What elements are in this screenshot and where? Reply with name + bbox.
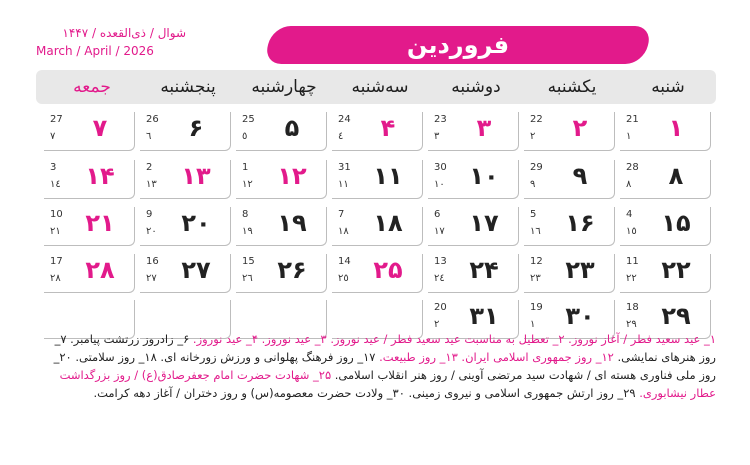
day-number: ۳ xyxy=(476,114,492,142)
gregorian-date: 11 xyxy=(626,256,639,267)
hijri-date: ٨ xyxy=(626,179,632,190)
day-number: ۱۳ xyxy=(181,162,211,190)
gregorian-date: 5 xyxy=(530,209,537,220)
day-number: ۲۸ xyxy=(85,256,115,284)
day-cell xyxy=(620,112,711,151)
weekday-label: شنبه xyxy=(651,77,685,97)
day-cell xyxy=(620,207,711,246)
day-cell xyxy=(140,112,231,151)
gregorian-date: 31 xyxy=(338,162,351,173)
gregorian-date: 7 xyxy=(338,209,345,220)
hijri-date: ١٩ xyxy=(242,226,253,237)
day-cell xyxy=(332,254,423,293)
gregorian-date: 3 xyxy=(50,162,57,173)
gregorian-date: 21 xyxy=(626,114,639,125)
day-cell xyxy=(524,254,615,293)
day-cell xyxy=(140,160,231,199)
gregorian-date: 14 xyxy=(338,256,351,267)
day-cell xyxy=(236,207,327,246)
day-number: ۲۲ xyxy=(661,256,691,284)
note-events-2: ۱۷_ روز فرهنگ پهلوانی و ورزش زورخانه ای. ۱۸_ روز سلامتی. ۲۰_ روز ملی فناوری هسته ای / شهادت سید مرتضی آوینی / روز هنر انقلاب اسلامی. xyxy=(53,350,716,382)
gregorian-date: 9 xyxy=(146,209,153,220)
hijri-date: ٣ xyxy=(434,131,440,142)
hijri-date: ٢٠ xyxy=(146,226,157,237)
day-cell xyxy=(236,112,327,151)
day-cell xyxy=(620,254,711,293)
gregorian-date: 12 xyxy=(530,256,543,267)
gregorian-date: 10 xyxy=(50,209,63,220)
hijri-date: ١٢ xyxy=(242,179,253,190)
hijri-date: ٢٥ xyxy=(338,273,349,284)
day-number: ۲۳ xyxy=(565,256,595,284)
gregorian-date: 19 xyxy=(530,302,543,313)
day-cell xyxy=(140,254,231,293)
day-number: ۶ xyxy=(188,114,204,142)
gregorian-date: 4 xyxy=(626,209,633,220)
day-cell xyxy=(44,254,135,293)
day-number: ۸ xyxy=(668,162,684,190)
weekday-header-row xyxy=(36,70,716,104)
hijri-date: ٩ xyxy=(530,179,536,190)
hijri-date: ٢٢ xyxy=(626,273,637,284)
hijri-date: ١٧ xyxy=(434,226,445,237)
note-events-3: ۲۹_ روز ارتش جمهوری اسلامی و نیروی زمینی. ۳۰_ ولادت حضرت معصومه(س) و روز دختران / آغاز دهه کرامت. xyxy=(93,386,640,400)
gregorian-date: 26 xyxy=(146,114,159,125)
hijri-date: ١ xyxy=(626,131,632,142)
note-events: ۶_ زادروز زرتشت پیامبر. ۷_ روز هنرهای نمایشی. xyxy=(54,332,716,364)
gregorian-range: March / April / 2026 xyxy=(36,44,154,58)
gregorian-date: 28 xyxy=(626,162,639,173)
day-cell xyxy=(428,207,519,246)
hijri-date: ٢ xyxy=(530,131,536,142)
hijri-date: ٢٧ xyxy=(146,273,157,284)
day-number: ۲۹ xyxy=(661,302,691,330)
day-cell xyxy=(236,160,327,199)
day-number: ۲ xyxy=(572,114,588,142)
day-number: ۱ xyxy=(668,114,684,142)
gregorian-date: 27 xyxy=(50,114,63,125)
gregorian-date: 29 xyxy=(530,162,543,173)
day-cell xyxy=(524,207,615,246)
day-number: ۲۷ xyxy=(181,256,211,284)
day-number: ۱۱ xyxy=(373,162,403,190)
day-cell xyxy=(140,207,231,246)
note-holidays: ۱_ عید سعید فطر / آغاز نوروز. ۲_ تعطیل به مناسبت عید سعید فطر / عید نوروز. ۳_ عید نوروز. ۴_ عید نوروز. xyxy=(192,332,716,346)
hijri-date: ١٣ xyxy=(146,179,157,190)
gregorian-date: 15 xyxy=(242,256,255,267)
weekday-label: چهارشنبه xyxy=(251,77,317,97)
day-cell xyxy=(428,112,519,151)
day-number: ۱۲ xyxy=(277,162,307,190)
hijri-date: ١٦ xyxy=(530,226,541,237)
weekday-label: پنجشنبه xyxy=(160,77,216,97)
hijri-date: ٢ xyxy=(434,319,440,330)
gregorian-date: 30 xyxy=(434,162,447,173)
day-cell xyxy=(332,207,423,246)
day-number: ۵ xyxy=(284,114,300,142)
hijri-range: شوال / ذی‌القعده / ۱۴۴۷ xyxy=(62,26,186,40)
hijri-date: ٥ xyxy=(242,131,248,142)
note-holidays-3: ۲۵_ شهادت حضرت امام جعفرصادق(ع) / روز بزرگداشت عطار نیشابوری. xyxy=(59,368,716,400)
gregorian-date: 13 xyxy=(434,256,447,267)
weekday-label: سه‌شنبه xyxy=(351,77,409,97)
weekday-label: دوشنبه xyxy=(451,77,501,97)
day-cell xyxy=(44,160,135,199)
date-ranges xyxy=(36,24,196,60)
weekday-label: یکشنبه xyxy=(547,77,597,97)
hijri-date: ١٤ xyxy=(50,179,61,190)
gregorian-date: 22 xyxy=(530,114,543,125)
hijri-date: ٢٣ xyxy=(530,273,541,284)
hijri-date: ١٠ xyxy=(434,179,445,190)
day-number: ۲۰ xyxy=(181,209,211,237)
day-cell xyxy=(332,112,423,151)
gregorian-date: 6 xyxy=(434,209,441,220)
day-cell xyxy=(428,254,519,293)
gregorian-date: 8 xyxy=(242,209,249,220)
day-number: ۱۵ xyxy=(661,209,691,237)
gregorian-date: 17 xyxy=(50,256,63,267)
hijri-date: ٢٩ xyxy=(626,319,637,330)
day-number: ۹ xyxy=(572,162,588,190)
gregorian-date: 18 xyxy=(626,302,639,313)
day-number: ۱۸ xyxy=(373,209,403,237)
month-title: فروردین xyxy=(406,31,510,59)
hijri-date: ٤ xyxy=(338,131,344,142)
day-number: ۱۹ xyxy=(277,209,307,237)
day-number: ۲۱ xyxy=(85,209,115,237)
weekday-label: جمعه xyxy=(73,77,111,97)
day-cell xyxy=(44,112,135,151)
day-cell xyxy=(44,207,135,246)
gregorian-date: 25 xyxy=(242,114,255,125)
day-number: ۳۱ xyxy=(469,302,499,330)
day-number: ۷ xyxy=(92,114,108,142)
gregorian-date: 23 xyxy=(434,114,447,125)
gregorian-date: 20 xyxy=(434,302,447,313)
hijri-date: ٢٦ xyxy=(242,273,253,284)
hijri-date: ١٨ xyxy=(338,226,349,237)
day-cell xyxy=(524,160,615,199)
day-number: ۳۰ xyxy=(565,302,595,330)
hijri-date: ٦ xyxy=(146,131,152,142)
note-holidays-2: ۱۲_ روز جمهوری اسلامی ایران. ۱۳_ روز طبیعت. xyxy=(379,350,618,364)
gregorian-date: 2 xyxy=(146,162,153,173)
day-number: ۴ xyxy=(380,114,396,142)
day-cell xyxy=(428,160,519,199)
hijri-date: ٢٤ xyxy=(434,273,445,284)
day-number: ۲۴ xyxy=(469,256,499,284)
hijri-date: ١١ xyxy=(338,179,349,190)
hijri-date: ١ xyxy=(530,319,536,330)
day-cell xyxy=(236,254,327,293)
day-cell xyxy=(332,160,423,199)
hijri-date: ٢١ xyxy=(50,226,61,237)
day-number: ۲۶ xyxy=(277,256,307,284)
gregorian-date: 16 xyxy=(146,256,159,267)
day-number: ۱۴ xyxy=(85,162,115,190)
day-cell xyxy=(524,112,615,151)
day-number: ۲۵ xyxy=(373,256,403,284)
hijri-date: ٢٨ xyxy=(50,273,61,284)
calendar-header xyxy=(36,22,716,68)
day-number: ۱۰ xyxy=(469,162,499,190)
day-number: ۱۷ xyxy=(469,209,499,237)
occasions-notes xyxy=(40,330,716,402)
day-number: ۱۶ xyxy=(565,209,595,237)
hijri-date: ١٥ xyxy=(626,226,637,237)
hijri-date: ٧ xyxy=(50,131,56,142)
gregorian-date: 1 xyxy=(242,162,249,173)
day-cell xyxy=(620,160,711,199)
gregorian-date: 24 xyxy=(338,114,351,125)
